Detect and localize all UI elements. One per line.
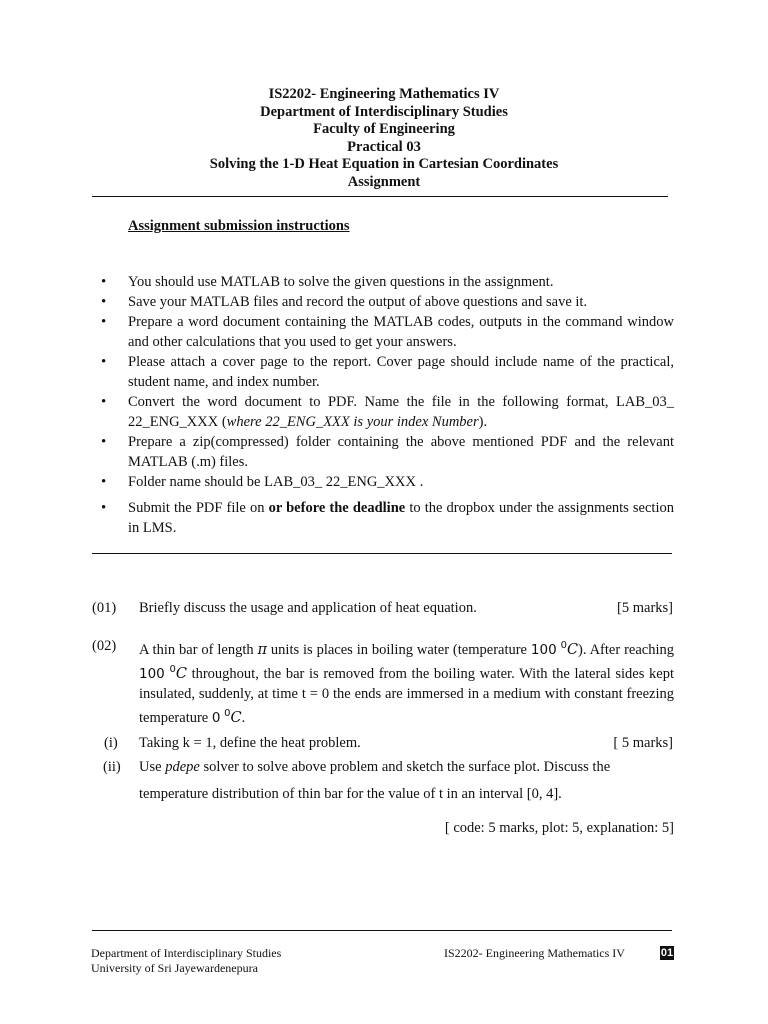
faculty-name: Faculty of Engineering [313,121,455,137]
practical-title: Solving the 1-D Heat Equation in Cartesian Coordinates [209,156,559,172]
subquestion-italic: pdepe [165,759,200,775]
list-item-text: Prepare a zip(compressed) folder containing the above mentioned PDF and the relevant MATLAB (.m) files. [128,434,674,470]
temperature-unit: C [175,665,187,682]
degree-superscript: 0 [169,663,176,675]
question-text-part: units is places in boiling water (temperature [267,641,531,658]
list-item-italic: where 22_ENG_XXX is your index Number [226,414,479,430]
degree-superscript: 0 [560,640,567,651]
list-item-text: You should use MATLAB to solve the given questions in the assignment. [128,274,554,290]
footer-university: University of Sri Jayewardenepura [91,961,258,975]
list-item-text: Folder name should be LAB_03_ 22_ENG_XXX . [128,474,424,490]
practical-number: Practical 03 [347,138,421,155]
list-item-text: ). [478,414,488,430]
list-item-text: Please attach a cover page to the report. Cover page should include name of the practical, student name, and index number. [128,354,674,390]
list-item [90,498,674,538]
document-header [0,86,768,191]
subquestion-marks: [ 5 marks] [613,735,673,751]
question-text-part: . [241,709,246,726]
list-item [90,292,674,312]
temperature-unit: C [566,641,579,658]
question-text: Briefly discuss the usage and application of heat equation. [139,600,477,616]
subquestion-number: (i) [104,735,118,751]
subquestion-number: (ii) [103,759,121,775]
temperature-value: 100 [530,641,557,658]
footer-course: IS2202- Engineering Mathematics IV [444,946,625,960]
instructions-list [90,272,674,538]
list-item-bold: or before the deadline [268,500,406,516]
instructions-title: Assignment submission instructions [128,218,350,234]
degree-superscript: 0 [224,707,231,719]
pi-symbol: π [257,641,268,658]
list-item [90,272,674,292]
subquestion-text [139,757,610,777]
question-text [139,636,674,727]
document-type: Assignment [347,173,421,190]
subquestion-text: temperature distribution of thin bar for the value of t in an interval [0, 4]. [139,786,562,802]
question-number: (01) [92,600,117,616]
list-item [90,352,674,392]
temperature-unit: C [230,709,242,726]
instructions-divider [92,553,672,554]
question-text-part: A thin bar of length [139,641,258,658]
list-item-text: Submit the PDF file on [128,500,269,516]
temperature-value: 0 [211,709,221,726]
list-item-text: Save your MATLAB files and record the output of above questions and save it. [128,294,588,310]
department-name: Department of Interdisciplinary Studies [260,103,508,120]
subquestion-text-part: solver to solve above problem and sketch the surface plot. Discuss the [199,759,611,775]
course-title: IS2202- Engineering Mathematics IV [268,86,500,102]
list-item-text: Prepare a word document containing the MATLAB codes, outputs in the command window and other calculations that you used to get your answers. [128,314,674,350]
question-marks: [5 marks] [617,600,673,616]
list-item [90,312,674,352]
question-text-part: throughout, the bar is removed from the boiling water. With the lateral sides kept insulated, suddenly, at time t = 0 the ends are immersed in a medium with constant freezing temperature [139,665,675,726]
footer-department: Department of Interdisciplinary Studies [91,946,282,960]
list-item-text: Convert the word document to PDF. Name the file in the following format, LAB_03_ 22_ENG_XXX ( [128,394,674,430]
question-number: (02) [92,638,117,654]
subquestion-text: Taking k = 1, define the heat problem. [139,735,361,751]
list-item [90,392,674,432]
list-item [90,432,674,472]
footer-divider [92,930,672,931]
header-divider [92,196,668,197]
list-item [90,472,674,492]
subquestion-text-part: Use [139,759,166,775]
subquestion-marks: [ code: 5 marks, plot: 5, explanation: 5] [444,820,674,836]
question-text-part: ). After reaching [578,641,674,658]
temperature-value: 100 [139,665,165,682]
list-item-text: to the dropbox under the assignments section in LMS. [128,500,674,536]
page-number: 01 [660,947,674,959]
